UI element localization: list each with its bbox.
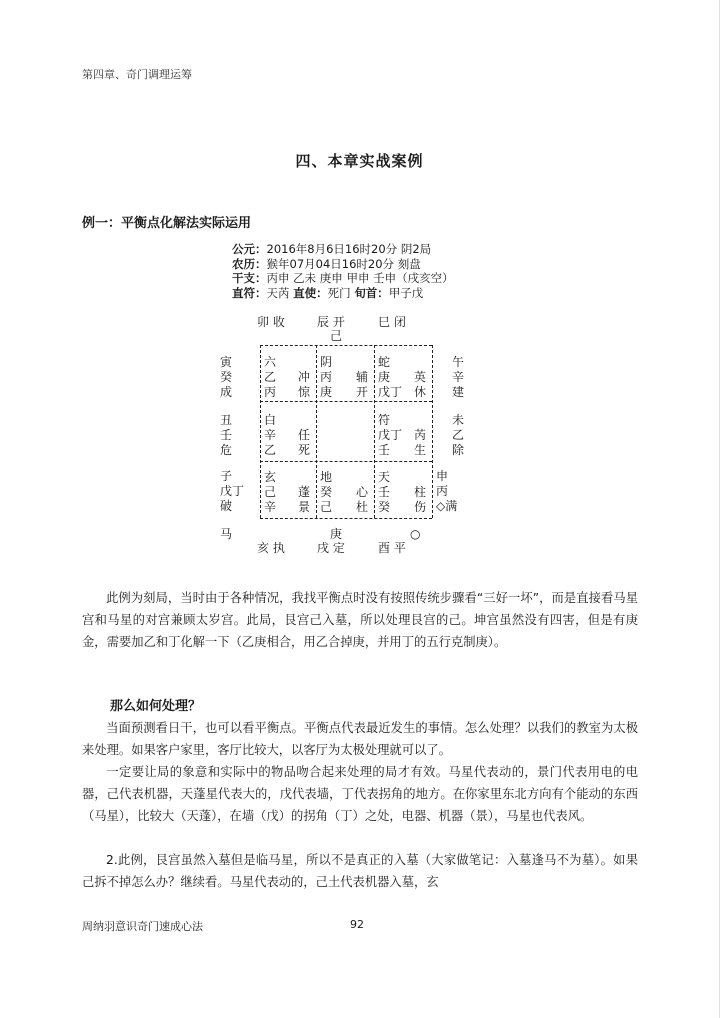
grid-bottom-1: 亥 执 [257, 541, 285, 555]
cell-text: 开 [356, 385, 369, 399]
grid-left-2: 丑 壬 危 [220, 413, 233, 457]
cell-text: 符 [378, 413, 391, 427]
cell-text: 癸 [320, 485, 333, 499]
section-title: 四、本章实战案例 [295, 152, 424, 170]
running-footer: 周纳羽意识奇门速成心法 [82, 920, 203, 933]
cell-text: 地 [320, 470, 333, 484]
cell-text: 戊丁 [378, 385, 403, 399]
cell-text: 辅 [356, 370, 369, 384]
running-header: 第四章、奇门调理运筹 [82, 68, 192, 81]
grid-circle: ○ [410, 527, 421, 541]
cell-text: 乙 [264, 443, 277, 457]
cell-text: 己 [320, 500, 333, 514]
cell-text: 蛇 [378, 355, 391, 369]
grid-horse: 马 [220, 527, 233, 541]
chart-line-lunar: 农历：猴年07月04日16时20分 刻盘 [232, 256, 421, 271]
cell-text: 丙 [320, 370, 333, 384]
cell-text: 辛 [264, 428, 277, 442]
cell-text: 庚 [320, 385, 333, 399]
grid-bottom-2: 戌 定 [317, 541, 345, 555]
cell-text: 天 [378, 470, 391, 484]
example-title: 例一：平衡点化解法实际运用 [82, 216, 252, 231]
grid-right-1: 午 辛 建 [452, 355, 465, 399]
paragraph-2: 当面预测看日干，也可以看平衡点。平衡点代表最近发生的事情。怎么处理？以我们的教室为太极来处理。如果客户家里，客厅比较大，以客厅为太极处理就可以了。 [82, 721, 638, 757]
cell-text: 任 [298, 428, 311, 442]
page-number: 92 [350, 918, 364, 931]
grid-bottom-3: 酉 平 [378, 541, 406, 555]
grid-right-2: 未 乙 除 [452, 413, 465, 457]
chart-header [232, 242, 492, 300]
cell-text: 芮 [414, 428, 427, 442]
grid-top-mid: 己 [330, 329, 343, 343]
cell-text: 玄 [264, 470, 277, 484]
cell-text: 生 [414, 443, 427, 457]
cell-text: 六 [264, 355, 277, 369]
cell-text: 惊 [298, 385, 311, 399]
subheading: 那么如何处理？ [110, 699, 202, 714]
cell-text: 己 [264, 485, 277, 499]
grid-left-3: 子 戊丁 破 [220, 469, 245, 513]
cell-text: 丙 [264, 385, 277, 399]
cell-text: 壬 [378, 443, 391, 457]
cell-text: 休 [414, 385, 427, 399]
cell-text: 蓬 [298, 485, 311, 499]
qimen-grid [220, 315, 480, 555]
grid-top-3: 巳 闭 [378, 315, 406, 329]
cell-text: 心 [356, 485, 369, 499]
grid-left-1: 寅 癸 成 [220, 355, 233, 399]
grid-top-1: 卯 收 [257, 315, 285, 329]
chart-line-ganzhi: 干支：丙申 乙未 庚申 甲申 壬申（戌亥空） [232, 271, 454, 285]
cell-text: 白 [264, 413, 277, 427]
cell-text: 冲 [298, 370, 311, 384]
cell-text: 英 [414, 370, 427, 384]
cell-text: 壬 [378, 485, 391, 499]
grid-bottom-mid: 庚 [330, 527, 343, 541]
cell-text: 乙 [264, 370, 277, 384]
chart-line-date: 公元：2016年8月6日16时20分 阴2局 [232, 242, 432, 256]
grid-top-2: 辰 开 [317, 315, 345, 329]
cell-text: 杜 [356, 500, 369, 514]
cell-text: 伤 [414, 500, 427, 514]
cell-text: 柱 [414, 485, 427, 499]
cell-text: 庚 [378, 370, 391, 384]
chart-line-zhifu: 直符：天芮 直使：死门 旬首：甲子戊 [232, 285, 424, 300]
cell-text: 死 [298, 443, 311, 457]
cell-text: 阴 [320, 355, 333, 369]
paragraph-3: 一定要让局的象意和实际中的物品吻合起来处理的局才有效。马星代表动的，景门代表用电的电器，己代表机器，天蓬星代表大的，戊代表墙，丁代表拐角的地方。在你家里东北方向有个能动的东西（马星），比较大（天蓬），在墙（戊）的拐角（丁）之处，电器、机器（景），马星也代表风。 [82, 765, 638, 823]
paragraph-4: 2.此例，艮宫虽然入墓但是临马星，所以不是真正的入墓（大家做笔记：入墓逢马不为墓）。如果己拆不掉怎么办？继续看。马星代表动的，己土代表机器入墓，玄 [82, 853, 638, 889]
paragraph-1: 此例为刻局，当时由于各种情况，我找平衡点时没有按照传统步骤看“三好一坏”，而是直接看马星宫和马星的对宫兼顾太岁宫。此局，艮宫己入墓，所以处理艮宫的己。坤宫虽然没有四害，但是有庚金，需要加乙和丁化解一下（乙庚相合，用乙合掉庚，并用丁的五行克制庚）。 [82, 591, 638, 649]
cell-text: 癸 [378, 500, 391, 514]
cell-text: 辛 [264, 500, 277, 514]
cell-text: 景 [298, 500, 311, 514]
grid-right-3: 申 丙 ◇满 [436, 469, 458, 513]
cell-text: 戊丁 [378, 428, 403, 442]
